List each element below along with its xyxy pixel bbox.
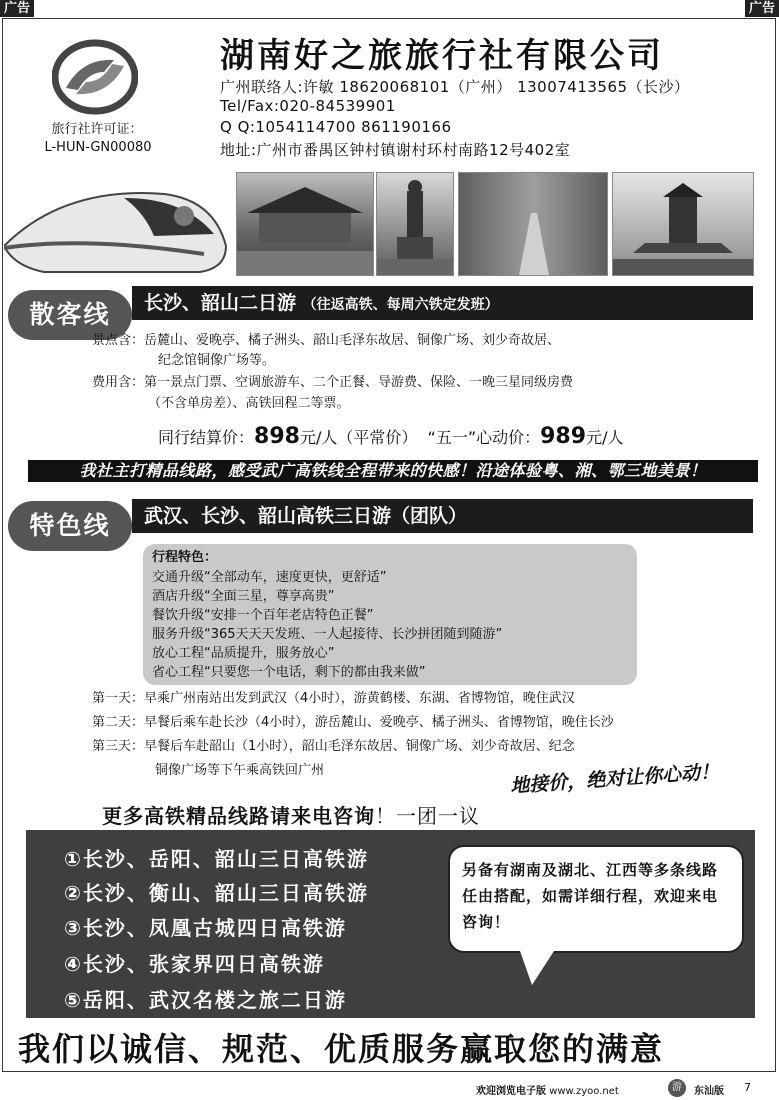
callout-tail-icon xyxy=(520,951,554,985)
feature-item: 省心工程“只要您一个电话，剩下的都由我来做” xyxy=(152,665,426,680)
speech-bubble-callout: 另备有湖南及湖北、江西等多条线路任由搭配，如需详细行程，欢迎来电咨询！ xyxy=(448,845,744,953)
feature-item: 放心工程“品质提升，服务放心” xyxy=(152,646,335,661)
pavilion-photo xyxy=(236,172,374,276)
route-item: ①长沙、岳阳、韶山三日高铁游 xyxy=(64,847,369,871)
license-label: 旅行社许可证： xyxy=(51,122,143,137)
feature-item: 交通升级“全部动车，速度更快，更舒适” xyxy=(152,570,387,585)
ad-tag-right: 广告 xyxy=(745,0,779,17)
section1-fees-2: （不含单房差）、高铁回程二等票。 xyxy=(148,396,350,411)
route-item: ④长沙、张家界四日高铁游 xyxy=(64,952,325,976)
feature-item: 服务升级“365天天天发班、一人起接待、长沙拼团随到随游” xyxy=(152,627,503,642)
section1-title: 长沙、韶山二日游 xyxy=(144,292,297,314)
route-item: ⑤岳阳、武汉名楼之旅二日游 xyxy=(64,988,347,1012)
tower-photo xyxy=(612,172,754,276)
more-routes-headline: 更多高铁精品线路请来电咨询！一团一议 xyxy=(102,804,480,828)
section1-spots-1: 景点含：岳麓山、爱晚亭、橘子洲头、韶山毛泽东故居、铜像广场、刘少奇故居、 xyxy=(92,333,561,348)
itinerary-day1: 第一天：早乘广州南站出发到武汉（4小时），游黄鹤楼、东湖、省博物馆，晚住武汉 xyxy=(92,691,575,706)
section2-title-bar xyxy=(132,499,753,533)
itinerary-day3-2: 铜像广场等下午乘高铁回广州 xyxy=(155,763,325,778)
section1-subtitle: （往返高铁、每周六铁定发班） xyxy=(302,297,499,313)
section1-spots-2: 纪念馆铜像广场等。 xyxy=(158,353,276,368)
section1-fees-1: 费用含：第一景点门票、空调旅游车、二个正餐、导游费、保险、一晚三星同级房费 xyxy=(92,375,574,390)
route-item: ②长沙、衡山、韶山三日高铁游 xyxy=(64,881,369,905)
statue-photo xyxy=(376,172,454,276)
edition-name: 东汕版 xyxy=(694,1086,724,1097)
footer-slogan: 我们以诚信、规范、优质服务赢取您的满意 xyxy=(18,1030,665,1068)
feature-item: 餐饮升级“安排一个百年老店特色正餐” xyxy=(152,608,374,623)
high-speed-train-image xyxy=(4,176,230,276)
highlight-slogan: 我社主打精品线路，感受武广高铁线全程带来的快感！沿途体验粤、湘、鄂三地美景！ xyxy=(28,460,758,482)
qq-numbers: Q Q:1054114700 861190166 xyxy=(220,118,452,136)
may-day-price: 989 xyxy=(540,424,587,449)
section1-price: 同行结算价：898元/人（平常价） “五一”心动价：989元/人 xyxy=(158,424,624,449)
tel-fax: Tel/Fax:020-84539901 xyxy=(220,97,396,115)
feature-item: 酒店升级“全面三星，尊享高贵” xyxy=(152,589,335,604)
page-number: 7 xyxy=(744,1081,751,1094)
footer-url: www.zyoo.net xyxy=(549,1086,619,1097)
edition-logo-icon: 游 xyxy=(668,1079,686,1097)
ad-tag-left: 广告 xyxy=(0,0,34,17)
itinerary-day2: 第二天：早餐后乘车赴长沙（4小时），游岳麓山、爱晚亭、橘子洲头、省博物馆，晚住长沙 xyxy=(92,715,614,730)
regular-price: 898 xyxy=(254,424,300,449)
badge-featured-tour: 特色线 xyxy=(8,501,132,551)
company-logo-icon xyxy=(52,38,138,116)
badge-scattered-tour: 散客线 xyxy=(8,290,132,340)
features-title: 行程特色： xyxy=(152,550,218,565)
address: 地址:广州市番禺区钟村镇谢村环村南路12号402室 xyxy=(220,141,571,159)
footer-info: 欢迎浏览电子版 www.zyoo.net xyxy=(476,1086,619,1097)
contact-line: 广州联络人:许敏 18620068101（广州） 13007413565（长沙） xyxy=(220,78,690,96)
section1-title-bar xyxy=(132,286,753,320)
tree-path-photo xyxy=(458,172,608,276)
section2-title: 武汉、长沙、韶山高铁三日游（团队） xyxy=(144,505,468,527)
handwritten-price-note: 地接价，绝对让你心动！ xyxy=(509,760,720,798)
route-item: ③长沙、凤凰古城四日高铁游 xyxy=(64,916,347,940)
itinerary-day3-1: 第三天：早餐后车赴韶山（1小时），韶山毛泽东故居、铜像广场、刘少奇故居、纪念 xyxy=(92,739,575,754)
company-name: 湖南好之旅旅行社有限公司 xyxy=(220,36,664,76)
license-number: L-HUN-GN00080 xyxy=(44,140,152,155)
